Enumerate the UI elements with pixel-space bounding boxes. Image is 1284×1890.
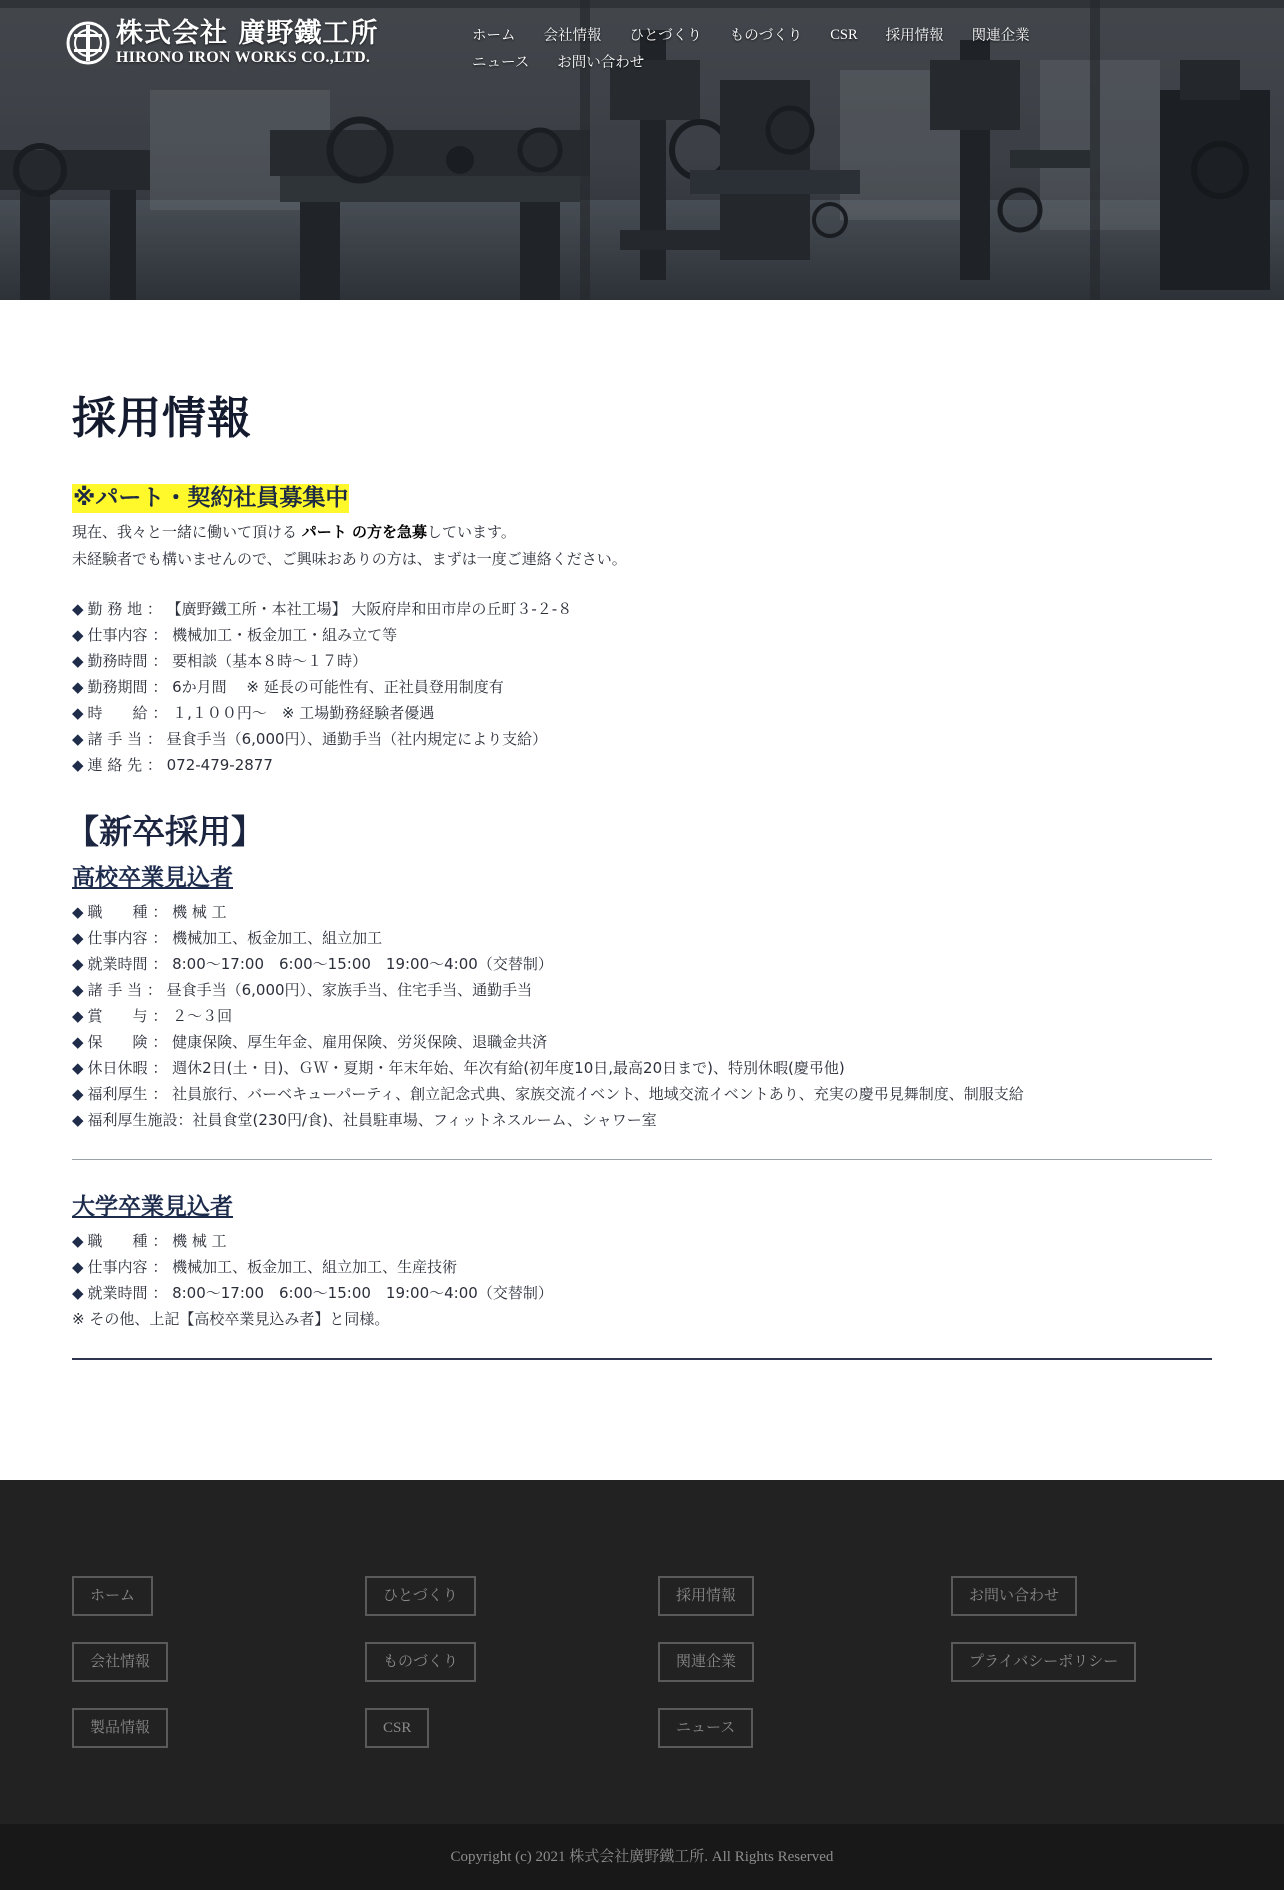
spec-item <box>72 951 1212 977</box>
diamond-bullet-icon: ◆ <box>72 1032 84 1051</box>
diamond-bullet-icon: ◆ <box>72 625 84 644</box>
diamond-bullet-icon: ◆ <box>72 980 84 999</box>
site-header <box>0 0 1284 90</box>
diamond-bullet-icon: ◆ <box>72 1110 84 1129</box>
spec-text: 連 絡 先 ： 072-479-2877 <box>87 755 273 774</box>
footer-link-company[interactable]: 会社情報 <box>72 1642 168 1682</box>
spec-text: 保 険 ： 健康保険、厚生年金、雇用保険、労災保険、退職金共済 <box>87 1032 548 1051</box>
spec-item <box>72 1280 1212 1306</box>
logo-company-name-en: HIRONO IRON WORKS CO.,LTD. <box>116 49 371 66</box>
footer-link-contact[interactable]: お問い合わせ <box>951 1576 1077 1616</box>
spec-item <box>72 1003 1212 1029</box>
spec-item <box>72 1029 1212 1055</box>
spec-item <box>72 1055 1212 1081</box>
new-grad-heading: 【新卒採用】 <box>66 811 264 851</box>
spec-text: 福利厚生施設：社員食堂(230円/食)、社員駐車場、フィットネスルーム、シャワー室 <box>87 1110 657 1129</box>
spec-text: 職 種 ： 機 械 工 <box>87 902 227 921</box>
diamond-bullet-icon: ◆ <box>72 1006 84 1025</box>
lead-emphasis: パート の方を急募 <box>301 522 428 541</box>
diamond-bullet-icon: ◆ <box>72 1257 84 1276</box>
diamond-bullet-icon: ◆ <box>72 703 84 722</box>
diamond-bullet-icon: ◆ <box>72 1231 84 1250</box>
footer-nav <box>0 1480 1284 1824</box>
spec-text: 勤務期間 ： 6か月間 ※ 延長の可能性有、正社員登用制度有 <box>87 677 504 696</box>
hero-banner <box>0 0 1284 300</box>
spec-text: 休日休暇 ： 週休2日(土・日)、ＧＷ・夏期・年末年始、年次有給(初年度10日,最高20日まで)、特別休暇(慶弔他) <box>87 1058 845 1077</box>
spec-item <box>72 977 1212 1003</box>
content-end-divider <box>72 1358 1212 1360</box>
footer-link-people[interactable]: ひとづくり <box>365 1576 476 1616</box>
spec-text: 勤 務 地 ： 【廣野鐵工所・本社工場】 大阪府岸和田市岸の丘町３-２-８ <box>87 599 573 618</box>
new-grad-section <box>66 806 1212 1360</box>
section-divider <box>72 1159 1212 1160</box>
spec-item <box>72 1254 1212 1280</box>
spec-item <box>72 899 1212 925</box>
footer-link-privacy[interactable]: プライバシーポリシー <box>951 1642 1136 1682</box>
nav-contact[interactable]: お問い合わせ <box>557 55 645 71</box>
site-logo[interactable] <box>66 20 378 66</box>
spec-text: 福利厚生 ： 社員旅行、バーベキューパーティ、創立記念式典、家族交流イベント、地域交流イベントあり、充実の慶弔見舞制度、制服支給 <box>87 1084 1024 1103</box>
spec-text: 時 給 ： １,１００円～ ※ 工場勤務経験者優遇 <box>87 703 435 722</box>
page-title: 採用情報 <box>72 393 252 444</box>
footer-link-grid <box>72 1576 1212 1748</box>
nav-news[interactable]: ニュース <box>472 55 530 71</box>
nav-people[interactable]: ひとづくり <box>629 28 702 44</box>
spec-item <box>72 726 1212 752</box>
diamond-bullet-icon: ◆ <box>72 651 84 670</box>
spec-text: 仕事内容 ： 機械加工、板金加工、組立加工 <box>87 928 383 947</box>
spec-item <box>72 1228 1212 1254</box>
footer-link-manufacturing[interactable]: ものづくり <box>365 1642 476 1682</box>
diamond-bullet-icon: ◆ <box>72 729 84 748</box>
lead-text: 現在、我々と一緒に働いて頂ける <box>72 522 302 541</box>
diamond-bullet-icon: ◆ <box>72 902 84 921</box>
nav-company[interactable]: 会社情報 <box>543 28 602 44</box>
high-school-heading: 高校卒業見込者 <box>72 864 233 891</box>
spec-text: 就業時間 ： 8:00～17:00 6:00～15:00 19:00～4:00（交替制） <box>87 1283 553 1302</box>
spec-item <box>72 925 1212 951</box>
global-nav <box>472 24 1132 78</box>
spec-item <box>72 1081 1212 1107</box>
nav-home[interactable]: ホーム <box>472 28 516 44</box>
university-spec-list <box>72 1228 1212 1306</box>
part-time-lead-2: 未経験者でも構いませんので、ご興味おありの方は、まずは一度ご連絡ください。 <box>72 549 627 568</box>
spacer <box>72 573 1212 596</box>
spec-text: 仕事内容 ： 機械加工、板金加工、組立加工、生産技術 <box>87 1257 458 1276</box>
diamond-bullet-icon: ◆ <box>72 928 84 947</box>
diamond-bullet-icon: ◆ <box>72 755 84 774</box>
main-content <box>0 300 1284 1480</box>
footer-link-home[interactable]: ホーム <box>72 1576 153 1616</box>
footer-link-affiliates[interactable]: 関連企業 <box>658 1642 754 1682</box>
diamond-bullet-icon: ◆ <box>72 599 84 618</box>
part-time-heading: ※パート・契約社員募集中 <box>73 485 349 511</box>
spec-text: 諸 手 当 ： 昼食手当（6,000円）、家族手当、住宅手当、通勤手当 <box>87 980 533 999</box>
footer-link-csr[interactable]: CSR <box>365 1708 429 1748</box>
spec-item <box>72 1107 1212 1133</box>
part-time-spec-list <box>72 596 1212 778</box>
footer-link-recruit[interactable]: 採用情報 <box>658 1576 754 1616</box>
diamond-bullet-icon: ◆ <box>72 954 84 973</box>
footer-link-news[interactable]: ニュース <box>658 1708 753 1748</box>
spec-item <box>72 752 1212 778</box>
logo-company-name-ja: 株式会社 廣野鐵工所 <box>116 18 379 49</box>
nav-csr[interactable]: CSR <box>830 27 858 43</box>
spec-item <box>72 648 1212 674</box>
company-emblem-icon <box>66 21 110 65</box>
nav-manufacturing[interactable]: ものづくり <box>729 28 803 44</box>
spec-text: 諸 手 当 ： 昼食手当（6,000円）、通勤手当（社内規定により支給） <box>87 729 548 748</box>
university-heading: 大学卒業見込者 <box>72 1193 233 1220</box>
nav-affiliates[interactable]: 関連企業 <box>971 28 1030 44</box>
spec-text: 職 種 ： 機 械 工 <box>87 1231 227 1250</box>
spec-item <box>72 674 1212 700</box>
nav-recruit[interactable]: 採用情報 <box>885 28 944 44</box>
lead-text: しています。 <box>427 522 516 541</box>
diamond-bullet-icon: ◆ <box>72 677 84 696</box>
copyright: Copyright (c) 2021 株式会社廣野鐵工所. All Rights Reserved <box>0 1824 1284 1890</box>
diamond-bullet-icon: ◆ <box>72 1084 84 1103</box>
diamond-bullet-icon: ◆ <box>72 1058 84 1077</box>
footer-link-products[interactable]: 製品情報 <box>72 1708 168 1748</box>
site-footer <box>0 1480 1284 1890</box>
spec-item <box>72 622 1212 648</box>
university-note: ※ その他、上記【高校卒業見込み者】と同様。 <box>72 1309 390 1328</box>
spec-text: 仕事内容 ： 機械加工・板金加工・組み立て等 <box>87 625 398 644</box>
spec-text: 勤務時間 ： 要相談（基本８時～１７時） <box>87 651 368 670</box>
spec-item <box>72 700 1212 726</box>
diamond-bullet-icon: ◆ <box>72 1283 84 1302</box>
high-school-spec-list <box>72 899 1212 1133</box>
part-time-lead-1 <box>72 519 1212 546</box>
part-time-section <box>72 484 1212 778</box>
spec-item <box>72 596 1212 622</box>
spec-text: 就業時間 ： 8:00～17:00 6:00～15:00 19:00～4:00（交替制） <box>87 954 553 973</box>
logo-text <box>116 20 378 66</box>
spec-text: 賞 与 ： ２～３回 <box>87 1006 233 1025</box>
